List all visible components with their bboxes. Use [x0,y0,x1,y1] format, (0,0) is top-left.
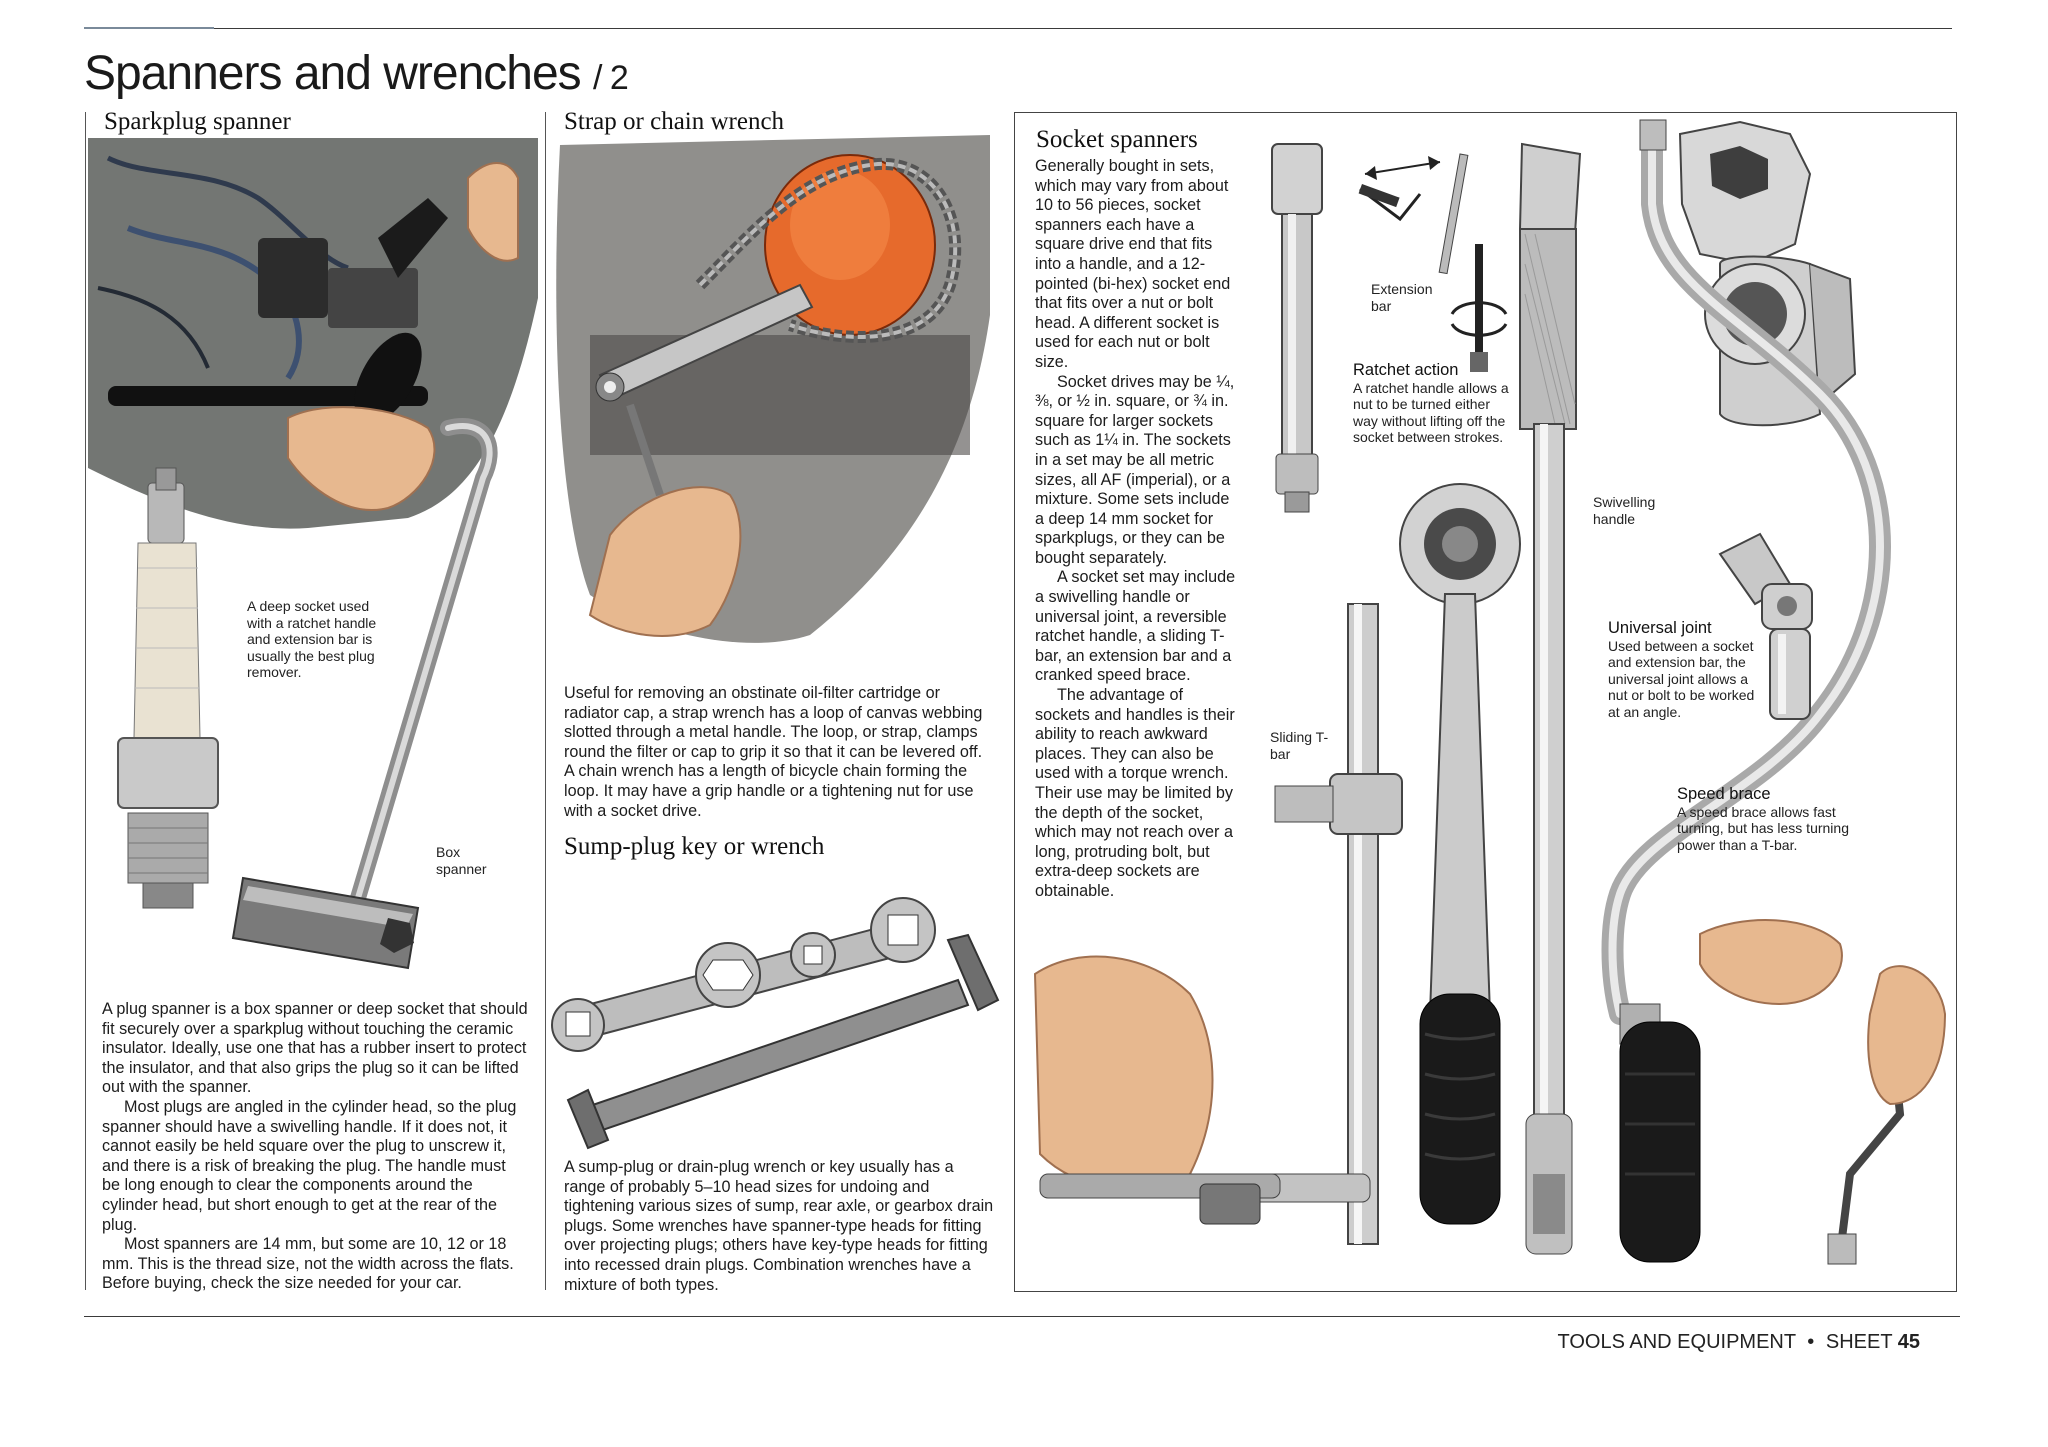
strap-heading: Strap or chain wrench [564,108,785,135]
sparkplug-paragraph-3: Most spanners are 14 mm, but some are 10, 12 or 18 mm. This is the thread size, not the width across the flats. Before buying, check the size needed for your car. [102,1235,514,1293]
label-swivelling-handle: Swivelling handle [1593,494,1656,527]
ratchet-action-caption [1353,362,1513,446]
socket-paragraph-4: The advantage of sockets and handles is their ability to reach awkward places. They can also be used with a torque wrench. Their use may be limited by the depth of the socket, which may not reach over a long, protruding bolt, but extra-deep sockets are obtainable. [1035,686,1235,900]
column-divider-middle [545,112,546,1290]
label-extension-bar: Extension bar [1371,281,1433,314]
socket-paragraph-1: Generally bought in sets, which may vary from about 10 to 56 pieces, socket spanners each have a square drive end that fits into a handle, and a 12-pointed (bi-hex) socket end that fits over a nut or bolt head. A different socket is used for each nut or bolt size. [1035,157,1231,371]
sparkplug-heading: Sparkplug spanner [104,108,291,135]
speed-brace-text: A speed brace allows fast turning, but has less turning power than a T-bar. [1677,803,1849,853]
ratchet-handle-icon [1400,484,1520,1224]
socket-paragraph-3: A socket set may include a swivelling handle or universal joint, a reversible ratchet handle, a sliding T-bar, an extension bar and a cranked speed brace. [1035,568,1236,685]
column-divider-left [85,112,86,1290]
footer-section: TOOLS AND EQUIPMENT [1557,1331,1796,1353]
universal-joint-text: Used between a socket and extension bar, the universal joint allows a nut or bolt to be worked at an angle. [1608,637,1755,720]
footer-separator: • [1807,1331,1815,1353]
sump-heading: Sump-plug key or wrench [564,833,825,860]
universal-joint-caption [1608,620,1758,720]
footer [1558,1331,1920,1354]
sparkplug-text [102,1000,528,1294]
page-title-part: / 2 [593,59,628,97]
swivelling-handle-icon [1520,144,1580,1254]
sump-text: A sump-plug or drain-plug wrench or key usually has a range of probably 5–10 head sizes for undoing and tightening various sizes of sump, rear axle, or gearbox drain plugs. Some wrenches have spanner-type heads for fitting over projecting plugs; others have key-type heads for fitting into recessed drain plugs. Combination wrenches have a mixture of both types. [564,1158,994,1294]
page-title [84,46,628,101]
sump-wrench-illustration [548,880,1008,1150]
caption-deep-socket: A deep socket used with a ratchet handle and extension bar is usually the best plug remover. [247,598,377,680]
bottom-rule [84,1316,1960,1317]
page-title-text: Spanners and wrenches [84,47,581,100]
top-rule [84,28,1952,29]
footer-sheet-number: 45 [1897,1331,1920,1353]
strap-text: Useful for removing an obstinate oil-filter cartridge or radiator cap, a strap wrench has a loop of canvas webbing slotted through a metal handle. The loop, or strap, clamps round the filter or cap to grip it so that it can be levered off. A chain wrench has a length of bicycle chain forming the loop. It may have a grip handle or a tightening nut for use with a socket drive. [564,684,983,820]
extension-bar-icon [1272,144,1322,512]
ratchet-action-diagram-icon [1359,154,1506,372]
caption-box-spanner: Box spanner [436,844,487,877]
speed-brace-heading: Speed brace [1677,785,1771,803]
socket-heading: Socket spanners [1036,126,1198,153]
universal-joint-heading: Universal joint [1608,619,1712,637]
sparkplug-paragraph-2: Most plugs are angled in the cylinder head, so the plug spanner should have a swivelling handle. If it does not, it cannot easily be held square over the plug to unscrew it, and there is a risk of breaking the plug. The handle must be long enough to clear the components around the cylinder head, but short enough to get at the rear of the plug. [102,1097,517,1234]
top-rule-accent [84,27,214,29]
label-sliding-t-bar: Sliding T-bar [1270,729,1329,762]
sockets-icon [1680,122,1855,425]
ratchet-action-text: A ratchet handle allows a nut to be turned either way without lifting off the socket between strokes. [1353,379,1509,445]
footer-sheet-label: SHEET [1825,1331,1893,1353]
socket-tools-illustration [1020,114,1950,1286]
speed-brace-caption [1677,786,1877,853]
ratchet-action-heading: Ratchet action [1353,361,1459,379]
strap-wrench-illustration [550,135,990,675]
sparkplug-icon [118,468,218,908]
sliding-t-bar-icon [1220,604,1402,1244]
sparkplug-paragraph-1: A plug spanner is a box spanner or deep socket that should fit securely over a sparkplug without touching the ceramic insulator. Ideally, use one that has a rubber insert to protect the insulator, and that also grips the plug so it can be lifted out with the spanner. [102,1000,528,1097]
socket-paragraph-2: Socket drives may be ¼, ⅜, or ½ in. square, or ¾ in. square for larger sockets such as 1¼ in. The sockets in a set may be all metric sizes, all AF (imperial), or a mixture. Some sets include a deep 14 mm socket for sparkplugs, or they can be bought separately. [1035,372,1235,567]
